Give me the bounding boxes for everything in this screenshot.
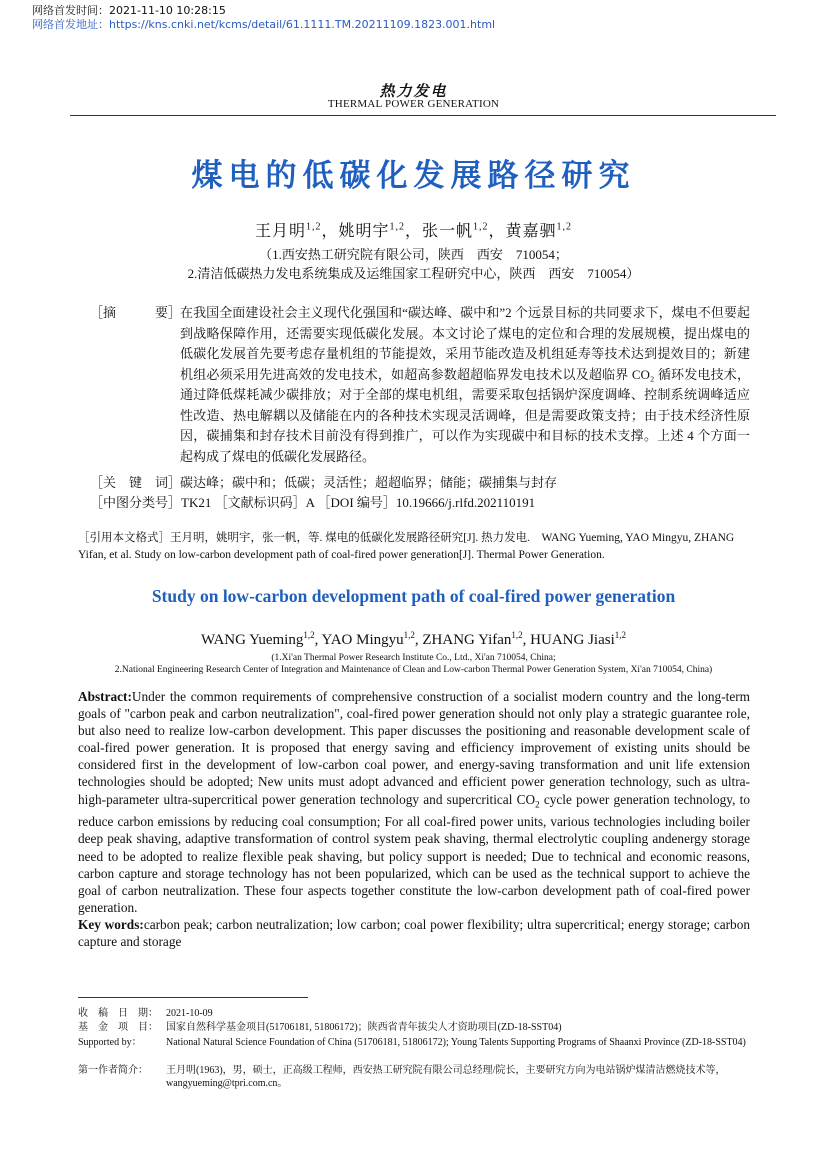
doi-label: ［DOI 编号］ <box>317 495 396 510</box>
fund-label: 基 金 项 目： <box>78 1022 158 1033</box>
authors-en: WANG Yueming$^{1,2}$, YAO Mingyu$^{1,2}$, ZHANG Yifan$^{1,2}$, HUANG Jiasi$^{1,2}$ <box>200 630 626 648</box>
online-first-url-label: 网络首发地址： <box>32 18 109 31</box>
author-en-sup: 1,2 <box>303 630 315 640</box>
authors-cn <box>0 218 827 241</box>
author-en: YAO Mingyu <box>321 632 404 648</box>
keywords-cn <box>90 473 750 494</box>
clc-value: TK21 <box>181 495 212 510</box>
abstract-cn-label: ［摘 要］ <box>90 305 182 320</box>
abstract-en-subscript: 2 <box>535 799 540 810</box>
citation <box>78 530 750 564</box>
author-en: ZHANG Yifan <box>422 632 512 648</box>
clc-label: ［中图分类号］ <box>90 495 182 510</box>
received-value: 2021-10-09 <box>166 1008 213 1019</box>
author-en-sup: 1,2 <box>511 630 523 640</box>
citation-label: ［引用本文格式］ <box>78 532 170 544</box>
supported-label: Supported by： <box>78 1037 142 1048</box>
author-sep: ， <box>488 223 506 240</box>
citation-cn: 王月明，姚明宇，张一帆，等. 煤电的低碳化发展路径研究[J]. 热力发电. <box>170 532 531 544</box>
author-cn-sup: 1,2 <box>473 221 489 233</box>
citation-en: WANG Yueming, YAO Mingyu, ZHANG Yifan, et al. Study on low-carbon development path of coal-fired power generation[J]. Thermal Power Generation. <box>78 532 735 561</box>
abstract-en-text-1: Under the common requirements of comprehensive construction of a socialist modern country and the long-term goals of "carbon peak and carbon neutralization", coal-fired power generation should not only play a strategic guarantee role, but also need to realize low-carbon development. This paper discusses the positioning and reasonable development scale of coal-fired power generation. It is proposed that energy saving and efficiency improvement of existing units should be considered first in the development of low-carbon coal power, and energy-saving transformation and unit life extension technologies should be adopted; New units must adopt advanced and efficient power generation technology, such as ultra-high-parameter ultra-supercritical power generation technology and supercritical CO <box>78 689 750 807</box>
author-en-sup: 1,2 <box>403 630 415 640</box>
online-first-url <box>32 18 495 32</box>
paper-title-cn: 煤电的低碳化发展路径研究 <box>191 158 636 194</box>
affiliation-cn-1: （1.西安热工研究院有限公司，陕西 西安 710054； <box>259 247 568 262</box>
journal-name-cn: 热力发电 <box>379 84 448 100</box>
online-first-time-value: 2021-11-10 10:28:15 <box>109 4 226 17</box>
footnote-divider <box>78 997 308 998</box>
author-sep: ， <box>404 223 422 240</box>
footnote-supported <box>78 1036 758 1049</box>
paper-title-en: Study on low-carbon development path of coal-fired power generation <box>151 586 676 606</box>
first-author-value: 王月明(1963)，男，硕士，正高级工程师，西安热工研究院有限公司总经理/院长，主要研究方向为电站锅炉煤清洁燃烧技术等，wangyueming@tpri.com.cn。 <box>166 1065 726 1089</box>
affiliation-en-1: (1.Xi'an Thermal Power Research Institute Co., Ltd., Xi'an 710054, China; <box>271 653 556 663</box>
fund-value: 国家自然科学基金项目(51706181, 51806172)；陕西省青年拔尖人才资助项目(ZD-18-SST04) <box>166 1022 562 1033</box>
classification-line <box>90 493 750 514</box>
keywords-cn-text: 碳达峰；碳中和；低碳；灵活性；超超临界；储能；碳捕集与封存 <box>180 475 558 490</box>
author-cn-sup: 1,2 <box>556 221 573 233</box>
online-first-time-label: 网络首发时间： <box>32 4 109 17</box>
author-cn-sup: 1,2 <box>305 221 322 233</box>
author-cn: 王月明 <box>254 223 306 240</box>
doc-code-label: ［文献标识码］ <box>214 495 306 510</box>
online-first-time <box>32 4 226 18</box>
keywords-cn-label: ［关 键 词］ <box>90 475 182 490</box>
author-en-sup: 1,2 <box>614 630 626 640</box>
abstract-en <box>78 688 750 950</box>
abstract-cn <box>90 303 750 467</box>
footnote-first-author <box>78 1064 758 1090</box>
abstract-cn-text: 在我国全面建设社会主义现代化强国和“碳达峰、碳中和”2 个远景目标的共同要求下，煤电不但要起到战略保障作用，还需要实现低碳化发展。本文讨论了煤电的定位和合理的发展规模，提出煤电的低碳化发展首先要考虑存量机组的节能提效，采用节能改造及机组延寿等技术达到提效目的；新建机组必须采用先进高效的发电技术，如超高参数超超临界发电技术以及超临界 CO₂ 循环发电技术，通过降低煤耗减少碳排放；对于全部的煤电机组，需要采取包括锅炉深度调峰、控制系统调峰适应性改造、热电解耦以及储能在内的各种技术实现灵活调峰，但是需要政策支持；由于技术经济性原因，碳捕集和封存技术目前没有得到推广，可以作为实现碳中和目标的技术支撑。上述 4 个方面一起构成了煤电的低碳化发展路径。 <box>180 305 750 464</box>
abstract-en-label: Abstract: <box>78 689 132 704</box>
footnote-received <box>78 1007 758 1020</box>
supported-value: National Natural Science Foundation of China (51706181, 51806172); Young Talents Supporting Programs of Shaanxi Province (ZD-18-SST04) <box>166 1037 746 1048</box>
author-sep: ， <box>321 223 339 240</box>
author-en: HUANG Jiasi <box>530 632 615 648</box>
author-cn-sup: 1,2 <box>389 221 405 233</box>
journal-name-en: THERMAL POWER GENERATION <box>327 98 500 110</box>
abstract-en-text-2: cycle power generation technology, to reduce carbon emissions by reducing coal consumption; For all coal-fired power units, various technologies including boiler deep peak shaving, adaptive transformation of control system peak shaving, thermal electrolytic coupling andenergy storage need to be adopted to realize flexible peak shaving, but policy support is needed; Due to technical and economic reasons, carbon capture and storage technology has not been popularized, which can be used as the technical support to achieve the goal of carbon neutralization. These four aspects together constitute the low-carbon development path of coal-fired power generation. <box>78 791 750 915</box>
online-first-url-link[interactable]: https://kns.cnki.net/kcms/detail/61.1111.TM.20211109.1823.001.html <box>109 18 496 31</box>
keywords-en-label: Key words: <box>78 916 144 932</box>
author-cn: 姚明宇 <box>338 223 390 240</box>
doc-code-value: A <box>305 495 315 510</box>
footnote-fund <box>78 1021 758 1034</box>
affiliation-cn-2: 2.清洁低碳热力发电系统集成及运维国家工程研究中心，陕西 西安 710054） <box>187 266 640 281</box>
keywords-en-text: carbon peak; carbon neutralization; low carbon; coal power flexibility; ultra supercritical; energy storage; carbon capture and storage <box>78 916 750 949</box>
doi-value: 10.19666/j.rlfd.202110191 <box>395 495 536 510</box>
affiliation-en-2: 2.National Engineering Research Center of Integration and Maintenance of Clean and Low-carbon Thermal Power Generation System, Xi'an 710054, China) <box>114 665 713 675</box>
author-en: WANG Yueming <box>200 632 304 648</box>
first-author-label: 第一作者简介： <box>78 1065 148 1076</box>
author-cn: 黄嘉驷 <box>505 223 557 240</box>
header-divider <box>70 115 776 116</box>
received-label: 收 稿 日 期： <box>78 1008 158 1019</box>
author-cn: 张一帆 <box>422 223 474 240</box>
